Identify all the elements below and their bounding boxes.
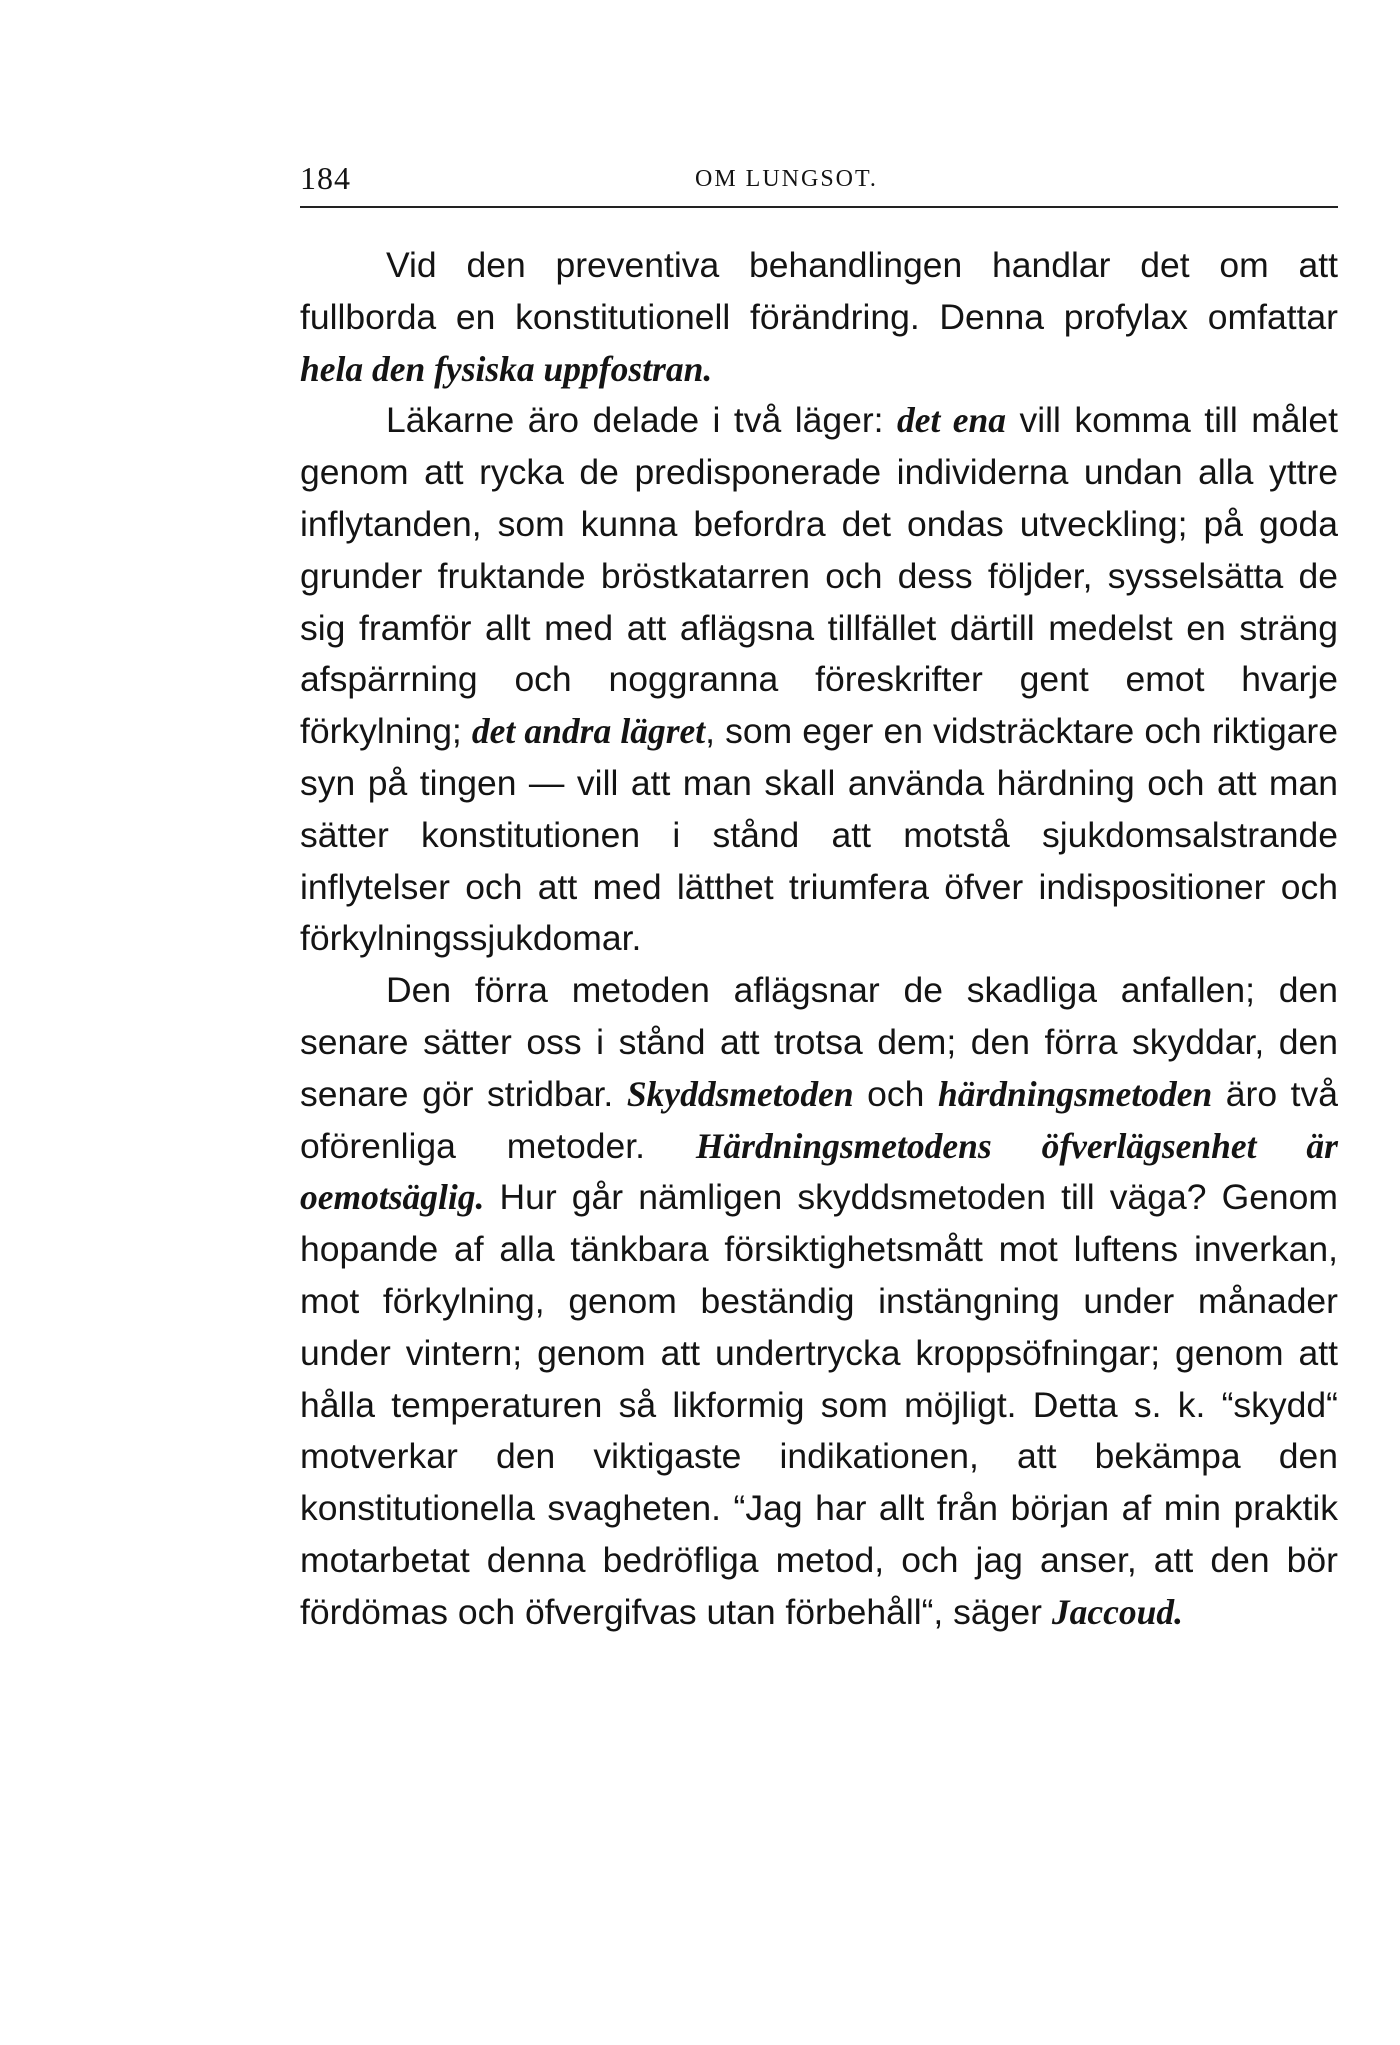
text-run: Vid den preventiva behandlingen handlar det om att fullborda en konstitutionell förändring. Denna profylax omfattar bbox=[300, 245, 1338, 337]
text-run: och bbox=[853, 1073, 938, 1114]
emphasized-text: hela den fysiska uppfostran. bbox=[300, 348, 713, 389]
emphasized-text: Härdningsmetodens öfverlägsenhet är oemotsäglig. bbox=[300, 1125, 1338, 1218]
text-run: vill komma till målet genom att rycka de predisponerade individerna undan alla yttre inflytanden, som kunna befordra det ondas utveckling; på goda grunder fruktande bröstkatarren och dess följder, sysselsätta de sig framför allt med att aflägsna tillfället därtill medelst en sträng afspärrning och noggranna föreskrifter gent emot hvarje förkylning; bbox=[300, 400, 1338, 752]
emphasized-text: det ena bbox=[896, 400, 1007, 441]
paragraph bbox=[300, 240, 1338, 395]
body-text bbox=[300, 240, 1338, 1639]
paragraph bbox=[300, 965, 1338, 1638]
text-run: Hur går nämligen skyddsmetoden till väga? Genom hopande af alla tänkbara försiktighetsmått mot luftens inverkan, mot förkylning, genom beständig instängning under månader under vintern; genom att undertrycka kroppsöfningar; genom att hålla temperaturen så likformig som möjligt. Detta s. k. “skydd“ motverkar den viktigaste indikationen, att bekämpa den konstitutionella svagheten. “Jag har allt från början af min praktik motarbetat denna bedröfliga metod, och jag anser, att den bör fördömas och öfvergifvas utan förbehåll“, säger bbox=[300, 1177, 1338, 1632]
emphasized-text: härdningsmetoden bbox=[937, 1073, 1213, 1114]
paragraph bbox=[300, 395, 1338, 965]
emphasized-text: Skyddsmetoden bbox=[626, 1073, 854, 1114]
running-head: OM LUNGSOT. bbox=[695, 166, 878, 192]
header-rule bbox=[300, 206, 1338, 208]
text-run: , som eger en vidsträcktare och riktigare syn på tingen — vill att man skall använda härdning och att man sätter konstitutionen i stånd att motstå sjukdomsalstrande inflytelser och att med lätthet triumfera öfver indispositioner och förkylningssjukdomar. bbox=[300, 711, 1338, 959]
emphasized-text: Jaccoud. bbox=[1051, 1591, 1183, 1632]
text-run: Läkarne äro delade i två läger: bbox=[386, 400, 897, 441]
page-header bbox=[300, 160, 1340, 210]
emphasized-text: det andra lägret bbox=[471, 711, 706, 752]
text-run: Den förra metoden aflägsnar de skadliga anfallen; den senare sätter oss i stånd att trotsa dem; den förra skyddar, den senare gör stridbar. bbox=[300, 970, 1338, 1114]
text-run: äro två oförenliga metoder. bbox=[300, 1073, 1338, 1166]
page-number: 184 bbox=[300, 160, 351, 196]
